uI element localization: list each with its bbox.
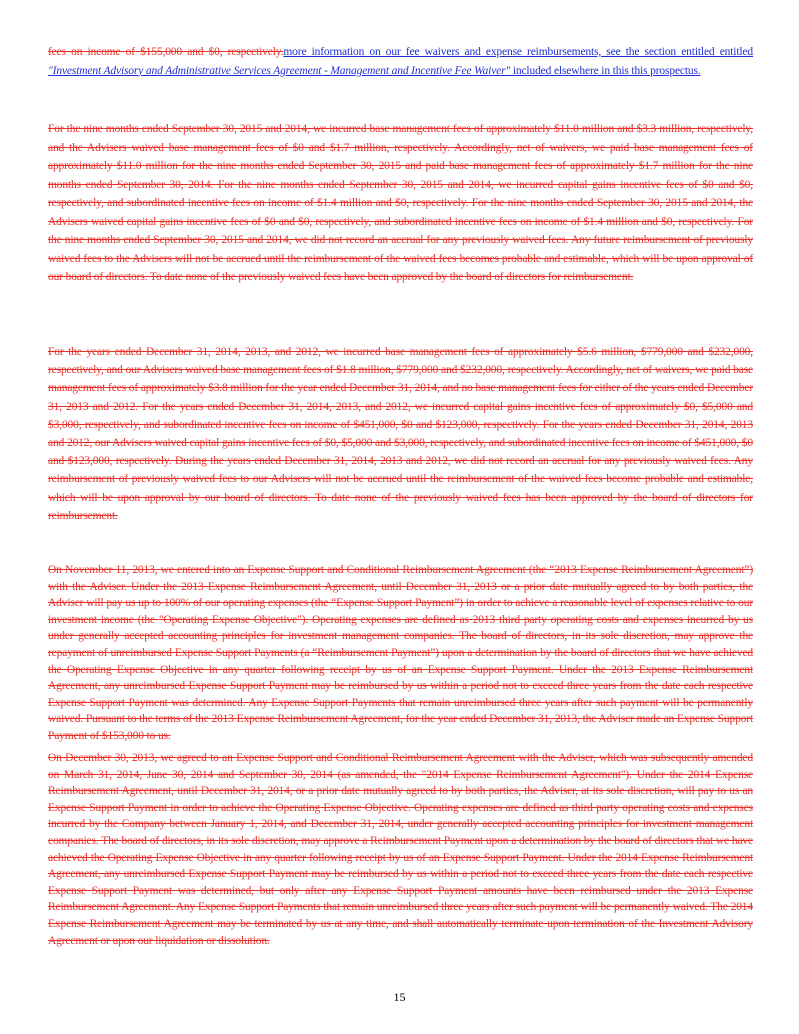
paragraph-nine-months-fees: For the nine months ended September 30, 2015 and 2014, we incurred base management fees of approximately $11.0 million and $3.3 million, respectively, and the Advisers waived base management fees of $0 and $1.7 million, respectively. Accordingly, net of waivers, we paid base management fees of approximately $11.0 million for the nine months ended September 30, 2015 and paid base management fees of approximately $1.7 million for the nine months ended September 30, 2014. For the nine months ended September 30, 2015 and 2014, we incurred capital gains incentive fees of $0 and $0, respectively, and subordinated incentive fees on income of $1.4 million and $0, respectively. For the nine months ended September 30, 2015 and 2014, the Advisers waived capital gains incentive fees of $0 and $0, respectively, and subordinated incentive fees on income of $1.4 million and $0, respectively. For the nine months ended September 30, 2015 and 2014, we did not record an accrual for any previously waived fees. Any future reimbursement of previously waived fees to the Advisers will not be accrued until the reimbursement of the waived fees becomes probable and estimable, which will be upon approval of our board of directors. To date none of the previously waived fees have been approved by the board of directors for reimbursement. (48, 123, 753, 283)
paragraph-annual-fees: For the years ended December 31, 2014, 2013, and 2012, we incurred base management fees of approximately $5.6 million, $779,000 and $232,000, respectively, and our Advisers waived base management fees of $1.8 million, $779,000 and $232,000, respectively. Accordingly, net of waivers, we paid base management fees of approximately $3.8 million for the year ended December 31, 2014, and no base management fees for either of the years ended December 31, 2013 and 2012. For the years ended December 31, 2014, 2013, and 2012, we incurred capital gains incentive fees of approximately $0, $5,000 and $3,000, respectively, and subordinated incentive fees on income of $451,000, $0 and $123,000, respectively. For the years ended December 31, 2014, 2013 and 2012, our Advisers waived capital gains incentive fees of $0, $5,000 and $3,000, respectively, and subordinated incentive fees on income of $451,000, $0 and $123,000, respectively. During the years ended December 31, 2014, 2013 and 2012, we did not record an accrual for any previously waived fees. Any reimbursement of previously waived fees to our Advisers will not be accrued until the reimbursement of the waived fees become probable and estimable, which will be upon approval by our board of directors. To date none of the previously waived fees has been approved by the board of directors for reimbursement. (48, 346, 753, 522)
inserted-text-b: included elsewhere in this this prospectus. (510, 64, 701, 77)
inserted-text-a: more information on our fee waivers and expense reimbursements, see the section entitled entitled (283, 46, 753, 58)
paragraph-2014-expense-agreement: On December 30, 2013, we agreed to an Expense Support and Conditional Reimbursement Agreement with the Adviser, which was subsequently amended on March 31, 2014, June 30, 2014 and September 30, 2014 (as amended, the "2014 Expense Reimbursement Agreement"). Under the 2014 Expense Reimbursement Agreement, until December 31, 2014, or a prior date mutually agreed to by both parties, the Adviser, at its sole discretion, will pay to us an Expense Support Payment in order to achieve the Operating Expense Objective. Operating expenses are defined as third party operating costs and expenses incurred by the Company between January 1, 2014, and December 31, 2014, under generally accepted accounting principles for investment management companies. The board of directors, in its sole discretion, may approve a Reimbursement Payment upon a determination by the board of directors that we have achieved the Operating Expense Objective in any quarter following receipt by us of an Expense Support Payment. Under the 2014 Expense Reimbursement Agreement, any unreimbursed Expense Support Payment may be reimbursed by us within a period not to exceed three years from the date each respective Expense Support Payment was determined, but only after any Expense Support Payment amounts have been reimbursed under the 2013 Expense Reimbursement Agreement. Any Expense Support Payments that remain unreimbursed three years after such payment will be permanently waived. The 2014 Expense Reimbursement Agreement may be terminated by us at any time, and shall automatically terminate upon termination of the Investment Advisory Agreement or upon our liquidation or dissolution. (48, 752, 753, 947)
deleted-text: fees on income of $155,000 and $0, respectively. (48, 46, 284, 58)
page-number: 15 (393, 990, 406, 1004)
inserted-section-title: "Investment Advisory and Administrative Services Agreement - Management and Incentive Fee Waiver" (48, 64, 511, 77)
paragraph-2013-expense-agreement: On November 11, 2013, we entered into an Expense Support and Conditional Reimbursement Agreement (the “2013 Expense Reimbursement Agreement”) with the Adviser. Under the 2013 Expense Reimbursement Agreement, until December 31, 2013 or a prior date mutually agreed to by both parties, the Adviser will pay us up to 100% of our operating expenses (the “Expense Support Payment”) in order to achieve a reasonable level of expenses relative to our investment income (the "Operating Expense Objective"). Operating expenses are defined as 2013 third party operating costs and expenses incurred by us under generally accepted accounting principles for investment management companies. The board of directors, in its sole discretion, may approve the repayment of unreimbursed Expense Support Payments (a “Reimbursement Payment”) upon a determination by the board of directors that we have achieved the Operating Expense Objective in any quarter following receipt by us of an Expense Support Payment. Under the 2013 Expense Reimbursement Agreement, any unreimbursed Expense Support Payment may be reimbursed by us within a period not to exceed three years from the date each respective Expense Support Payment was determined. Any Expense Support Payments that remain unreimbursed three years after such payment will be permanently waived. Pursuant to the terms of the 2013 Expense Reimbursement Agreement, for the year ended December 31, 2013, the Adviser made an Expense Support Payment of $153,000 to us. (48, 564, 753, 742)
paragraph-fee-waiver-reference (48, 43, 753, 80)
